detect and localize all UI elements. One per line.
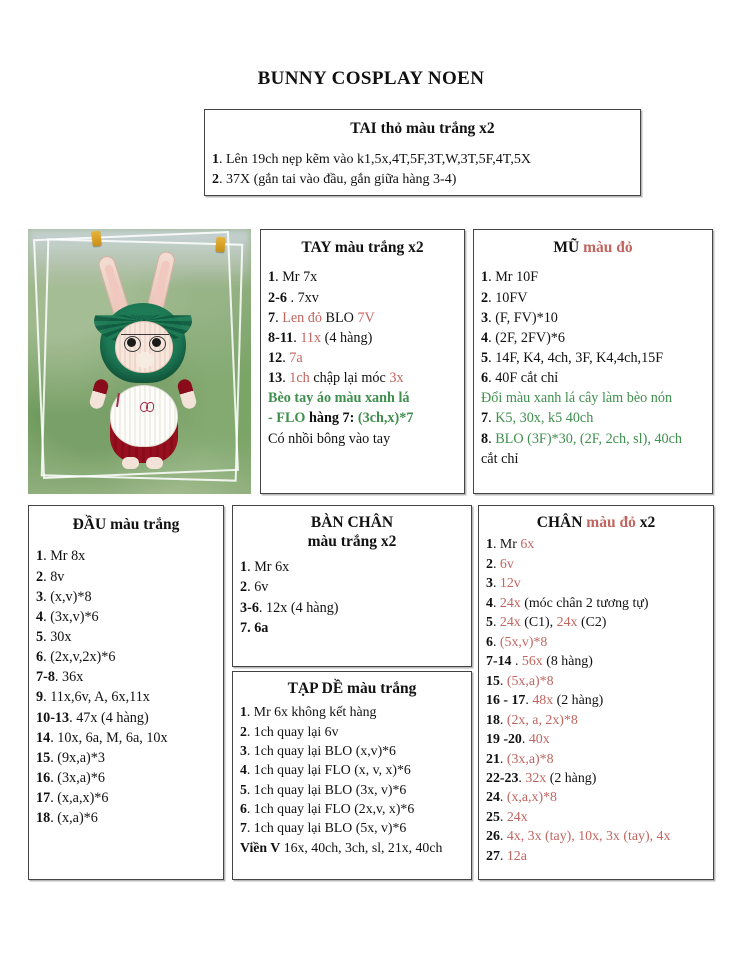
bunny-foot-left — [122, 457, 139, 469]
row-number: 7 — [240, 820, 247, 836]
row-segment: . (2F, 2FV)*6 — [488, 329, 565, 346]
row-number: 2-6 — [268, 289, 287, 306]
section-tay-title: TAY màu trắng x2 — [301, 239, 424, 256]
section-banchan-rows — [233, 557, 471, 638]
pattern-row — [268, 267, 457, 287]
bunny-apron — [110, 385, 178, 447]
pattern-row — [486, 672, 706, 691]
row-text: . 47x (4 hàng) — [69, 709, 149, 726]
row-number: 14 — [36, 729, 51, 746]
row-segment: (4 hàng) — [321, 329, 373, 346]
row-text: . Mr 6x không kết hàng — [246, 704, 377, 720]
row-number: 2 — [240, 723, 247, 739]
row-segment: . — [492, 615, 500, 631]
row-segment: . 10FV — [488, 289, 528, 306]
pattern-row — [240, 741, 464, 760]
section-mu-title-color: màu đỏ — [583, 239, 633, 256]
row-number: 6 — [486, 634, 493, 650]
section-banchan-title-line2: màu trắng x2 — [307, 532, 397, 550]
pattern-row — [36, 748, 216, 768]
clothespin-icon — [215, 237, 225, 253]
pattern-row — [481, 348, 705, 368]
row-segment: 7V — [357, 309, 375, 326]
row-segment: (3x,a)*8 — [506, 751, 554, 767]
row-segment: Đổi màu xanh lá cây làm bèo nón — [481, 390, 673, 407]
pattern-row — [240, 557, 464, 577]
pattern-row — [36, 687, 216, 707]
pattern-row — [36, 788, 216, 808]
pattern-row — [481, 408, 705, 428]
row-number: 6 — [36, 649, 44, 666]
row-segment: (x,a,x)*8 — [506, 790, 557, 806]
row-number: 25 — [486, 809, 500, 825]
row-segment: . — [492, 556, 500, 572]
row-segment: 6v — [499, 556, 514, 572]
row-number: 18 — [486, 712, 500, 728]
row-number: 2 — [240, 579, 248, 596]
row-number: 15 — [36, 749, 51, 766]
pattern-row — [36, 708, 216, 728]
row-segment: 24x — [499, 595, 521, 611]
pattern-row — [486, 750, 706, 769]
row-segment: 7a — [289, 350, 303, 366]
row-text: . 1ch quay lại FLO (x, v, x)*6 — [246, 762, 411, 778]
row-segment: 56x — [521, 654, 543, 670]
row-segment: cắt chỉ — [481, 450, 519, 467]
row-segment: (5x,v)*8 — [499, 634, 548, 650]
row-segment: 3x — [389, 370, 404, 387]
row-text: . 1ch quay lại BLO (5x, v)*6 — [246, 820, 407, 836]
row-segment: . — [499, 848, 507, 864]
row-text: . (2x,v,2x)*6 — [43, 649, 116, 666]
row-segment: . 40F cắt chỉ — [488, 370, 559, 387]
row-text: . 1ch quay lại BLO (3x, v)*6 — [246, 781, 407, 797]
row-segment: . — [521, 732, 529, 748]
section-tapde-title: TẠP DỀ màu trắng — [287, 680, 417, 697]
pattern-row — [240, 722, 464, 741]
pattern-row — [486, 691, 706, 710]
row-number: 6 — [240, 800, 247, 816]
section-banchan-title — [233, 514, 471, 551]
tapde-footer — [240, 838, 464, 857]
pattern-row — [486, 594, 706, 613]
row-segment: . (F, FV)*10 — [488, 309, 558, 326]
pattern-row — [486, 613, 706, 632]
bow-tail — [116, 393, 120, 407]
pattern-row — [240, 577, 464, 597]
row-number: 4 — [481, 329, 489, 346]
pattern-row — [36, 667, 216, 687]
pattern-row — [481, 368, 705, 388]
row-segment: 24x — [499, 615, 521, 631]
pattern-row — [486, 633, 706, 652]
row-number: 2 — [36, 568, 44, 585]
pattern-row — [36, 627, 216, 647]
row-segment: . — [293, 329, 301, 346]
section-mu-box — [473, 229, 713, 494]
row-number: 3 — [36, 588, 44, 605]
row-segment: BLO — [321, 309, 358, 326]
row-number: 8 — [481, 430, 489, 447]
pattern-row — [486, 535, 706, 554]
row-segment: K5, 30x, k5 40ch — [495, 410, 594, 427]
pattern-row — [486, 808, 706, 827]
section-chan-title-color: màu đỏ — [586, 514, 636, 531]
row-number: 27 — [486, 848, 500, 864]
row-text: . 10x, 6a, M, 6a, 10x — [50, 729, 168, 746]
row-text: . 1ch quay lại FLO (2x,v, x)*6 — [246, 800, 415, 816]
row-segment: . — [525, 693, 533, 709]
row-number: 2 — [486, 556, 493, 572]
row-text: . 6a — [247, 619, 269, 636]
pattern-row — [240, 799, 464, 818]
row-text: . 11x,6v, A, 6x,11x — [43, 689, 150, 706]
pattern-row — [36, 587, 216, 607]
row-segment: Có nhồi bông vào tay — [268, 430, 391, 447]
pattern-note — [481, 449, 705, 469]
section-mu-rows — [474, 267, 712, 469]
row-segment: . Mr 10F — [488, 269, 539, 286]
pattern-note — [268, 388, 457, 408]
row-segment: (5x,a)*8 — [506, 673, 554, 689]
row-number: 3 — [486, 576, 493, 592]
bunny-snout — [136, 352, 154, 368]
row-text: . 37X (gắn tai vào đầu, gắn giữa hàng 3-4) — [219, 172, 457, 188]
tapde-footer-text: 16x, 40ch, 3ch, sl, 21x, 40ch — [280, 839, 443, 855]
pattern-row — [486, 788, 706, 807]
row-segment: 48x — [532, 693, 554, 709]
row-number: 5 — [486, 615, 493, 631]
pattern-note — [268, 429, 457, 449]
row-number: 2 — [212, 172, 219, 188]
pattern-row — [268, 328, 457, 348]
pattern-notes — [481, 449, 705, 469]
row-segment: (móc chân 2 tương tự) — [520, 595, 649, 611]
row-segment: 12a — [506, 848, 527, 864]
row-segment: 6x — [520, 537, 535, 553]
pattern-rows — [481, 408, 705, 448]
pattern-row — [212, 170, 633, 190]
pattern-row — [486, 711, 706, 730]
section-chan-title-suffix: x2 — [635, 514, 656, 531]
pattern-row — [486, 555, 706, 574]
row-number: 3 — [240, 743, 247, 758]
row-segment: 24x — [556, 615, 578, 631]
row-text: . 8v — [43, 568, 65, 585]
row-segment: . 14F, K4, 4ch, 3F, K4,4ch,15F — [488, 350, 664, 366]
pattern-row — [240, 598, 464, 618]
row-segment: (2x, a, 2x)*8 — [506, 712, 578, 728]
row-segment: . — [499, 673, 507, 689]
section-tay-rows — [261, 267, 464, 448]
row-number: 2 — [481, 289, 489, 306]
row-text: . 12x (4 hàng) — [258, 599, 339, 616]
row-segment: . — [518, 771, 526, 786]
section-banchan-box — [232, 505, 472, 667]
row-number: 17 — [36, 790, 51, 807]
row-number: 4 — [36, 608, 44, 625]
row-text: . (x,a,x)*6 — [50, 790, 109, 807]
row-number: 1 — [240, 704, 247, 720]
section-mu-title-main: MŨ — [553, 239, 584, 256]
pattern-row — [486, 827, 706, 846]
row-segment: 24x — [506, 809, 528, 825]
row-text: . (9x,a)*3 — [50, 749, 105, 766]
section-dau-rows — [29, 546, 223, 828]
row-number: 7-8 — [36, 669, 55, 686]
row-number: 18 — [36, 810, 51, 827]
pattern-row — [268, 288, 457, 308]
row-segment: 40x — [528, 732, 550, 748]
clothespin-icon — [91, 231, 102, 247]
section-tai-rows — [205, 150, 640, 190]
row-text: . 1ch quay lại 6v — [246, 723, 339, 739]
product-photo — [28, 229, 251, 494]
section-tapde-box — [232, 671, 472, 880]
row-segment: . — [499, 790, 507, 806]
row-segment: . 7xv — [286, 289, 319, 306]
row-number: 7 — [268, 309, 276, 326]
row-segment: . Mr 7x — [275, 269, 318, 286]
row-number: 9 — [36, 689, 44, 706]
row-text: . 30x — [43, 629, 72, 645]
pattern-row — [212, 150, 633, 170]
row-segment: . — [488, 430, 496, 447]
row-segment: . — [492, 595, 500, 611]
pattern-row — [268, 368, 457, 388]
pattern-rows — [481, 267, 705, 388]
row-segment: (C2) — [577, 615, 607, 631]
row-segment: BLO (3F)*30, (2F, 2ch, sl), 40ch — [495, 430, 683, 447]
pattern-simple-rows — [240, 702, 464, 837]
tapde-footer-label: Viền V — [240, 839, 281, 855]
row-number: 7-14 — [486, 654, 512, 670]
pattern-row — [481, 328, 705, 348]
row-text: . Mr 8x — [43, 548, 86, 565]
row-number: 26 — [486, 829, 500, 845]
row-text: . Mr 6x — [247, 559, 290, 576]
pattern-row — [36, 546, 216, 566]
row-number: 21 — [486, 751, 500, 767]
row-segment: . — [492, 634, 500, 650]
pattern-row — [481, 267, 705, 287]
section-chan-rows — [479, 535, 713, 866]
row-number: 1 — [481, 269, 489, 286]
pattern-row — [486, 769, 706, 788]
pattern-note — [481, 388, 705, 408]
row-number: 5 — [36, 629, 44, 645]
pattern-row — [486, 730, 706, 749]
bunny-doll — [90, 251, 198, 479]
bunny-eye-left — [127, 338, 136, 347]
pattern-row — [36, 808, 216, 828]
section-tai-box — [204, 109, 641, 196]
bunny-eye-right — [152, 338, 161, 347]
row-text: . 36x — [54, 669, 84, 686]
row-number: 1 — [486, 537, 493, 553]
row-segment: (8 hàng) — [542, 654, 593, 670]
row-segment: - FLO — [268, 410, 309, 427]
row-segment: 4x, 3x (tay), 10x, 3x (tay), 4x — [506, 829, 671, 845]
pattern-notes — [268, 388, 457, 448]
row-segment: . — [499, 809, 507, 825]
row-number: 1 — [240, 559, 248, 576]
row-segment: . — [499, 829, 507, 845]
pattern-row — [36, 567, 216, 587]
row-text: . 1ch quay lại BLO (x,v)*6 — [246, 743, 396, 758]
section-tai-title: TAI thỏ màu trắng x2 — [350, 120, 495, 137]
section-banchan-title-line1: BÀN CHÂN — [310, 514, 394, 531]
row-segment: Bèo tay áo màu xanh lá — [268, 390, 410, 407]
pattern-row — [240, 702, 464, 721]
pattern-row — [240, 780, 464, 799]
pattern-row — [240, 618, 464, 638]
bow-icon — [140, 402, 154, 414]
row-number: 7 — [481, 410, 489, 427]
pattern-row — [486, 847, 706, 866]
row-number: 10-13 — [36, 709, 70, 726]
row-segment: . — [499, 712, 507, 728]
row-number: 4 — [240, 762, 247, 778]
row-number: 3 — [481, 309, 489, 326]
pattern-row — [486, 574, 706, 593]
row-number: 19 -20 — [486, 732, 522, 748]
page-title: BUNNY COSPLAY NOEN — [257, 68, 485, 89]
pattern-row — [240, 760, 464, 779]
pattern-row — [240, 818, 464, 837]
pattern-row — [36, 647, 216, 667]
pattern-row — [481, 288, 705, 308]
section-dau-box — [28, 505, 224, 880]
row-segment: 11x — [300, 329, 322, 346]
row-segment: (2 hàng) — [546, 771, 597, 786]
row-number: 15 — [486, 673, 500, 689]
row-number: 16 — [36, 770, 51, 787]
row-text: . (3x,a)*6 — [50, 770, 105, 787]
section-tay-box — [260, 229, 465, 494]
row-text: . (3x,v)*6 — [43, 608, 99, 625]
row-number: 1 — [36, 548, 44, 565]
row-text: . 6v — [247, 579, 269, 596]
row-segment: . — [492, 576, 500, 592]
row-number: 4 — [486, 595, 493, 611]
pattern-row — [36, 607, 216, 627]
section-dau-title: ĐẦU màu trắng — [72, 516, 180, 533]
row-text: . Lên 19ch nẹp kẽm vào k1,5x,4T,5F,3T,W,3T,5F,4T,5X — [219, 152, 531, 168]
row-segment: . — [275, 309, 283, 326]
row-number: 3-6 — [240, 599, 259, 616]
section-chan-title-main: CHÂN — [536, 514, 587, 531]
row-segment: (3ch,x)*7 — [357, 410, 414, 427]
pattern-row — [36, 768, 216, 788]
row-text: . (x,v)*8 — [43, 588, 92, 605]
row-number: 22-23 — [486, 771, 519, 786]
row-number: 6 — [481, 370, 489, 387]
photo-canvas — [28, 229, 251, 494]
row-segment: (C1), — [520, 615, 557, 631]
row-number: 7 — [240, 619, 248, 636]
section-mu-title — [474, 238, 712, 257]
row-segment: hàng 7: — [308, 410, 358, 427]
section-chan-title — [479, 513, 713, 532]
row-segment: chập lại móc — [309, 370, 390, 387]
pattern-row — [268, 308, 457, 328]
row-segment: . — [488, 410, 496, 427]
row-number: 5 — [240, 781, 247, 797]
row-segment: 1ch — [289, 370, 310, 387]
row-segment: (2 hàng) — [553, 693, 604, 709]
row-segment: . — [282, 350, 290, 366]
row-number: 13 — [268, 370, 283, 387]
pattern-rows — [268, 267, 457, 388]
row-segment: . — [282, 370, 290, 387]
pattern-notes — [481, 388, 705, 408]
row-segment: 32x — [525, 771, 547, 786]
row-number: 12 — [268, 350, 283, 366]
section-chan-box — [478, 505, 714, 880]
pattern-row — [268, 348, 457, 368]
row-number: 1 — [268, 269, 276, 286]
row-segment: Len đỏ — [282, 309, 322, 326]
row-segment: . — [499, 751, 507, 767]
row-number: 24 — [486, 790, 500, 806]
pattern-row — [36, 728, 216, 748]
row-segment: . Mr — [492, 537, 521, 553]
row-text: . (x,a)*6 — [50, 810, 98, 827]
pattern-row — [481, 429, 705, 449]
bunny-foot-right — [146, 457, 163, 469]
row-segment: . — [511, 654, 522, 670]
row-segment: 12v — [499, 576, 521, 592]
row-number: 16 - 17 — [486, 693, 526, 709]
bunny-face — [115, 321, 173, 373]
pattern-row — [481, 308, 705, 328]
pattern-note — [268, 408, 457, 428]
row-number: 1 — [212, 152, 219, 168]
row-number: 8-11 — [268, 329, 294, 346]
pattern-row — [486, 652, 706, 671]
row-number: 5 — [481, 350, 489, 366]
section-tapde-rows — [233, 702, 471, 857]
